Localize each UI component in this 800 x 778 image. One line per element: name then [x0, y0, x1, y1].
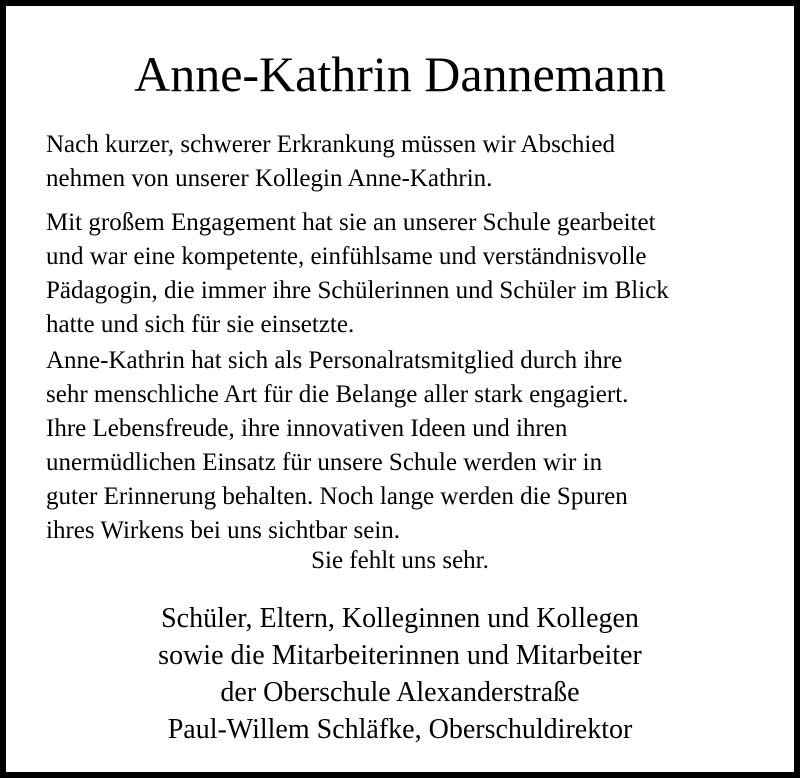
- text-line: Pädagogin, die immer ihre Schülerinnen und Schüler im Blick: [46, 277, 669, 304]
- signature-line: sowie die Mitarbeiterinnen und Mitarbeiter: [158, 640, 642, 671]
- signature-line: Paul-Willem Schläfke, Oberschuldirektor: [167, 714, 633, 745]
- text-line: hatte und sich für sie einsetzte.: [46, 311, 355, 338]
- signature-block: [6, 600, 794, 748]
- text-line: sehr menschliche Art für die Belange aller stark engagiert.: [46, 381, 629, 408]
- closing-line: Sie fehlt uns sehr.: [311, 547, 489, 574]
- text-line: nehmen von unserer Kollegin Anne-Kathrin.: [46, 165, 493, 192]
- text-line: unermüdlichen Einsatz für unsere Schule werden wir in: [46, 449, 603, 476]
- paragraph-engagement: [46, 206, 786, 342]
- text-line: ihres Wirkens bei uns sichtbar sein.: [46, 517, 401, 544]
- paragraph-remembrance: [46, 344, 786, 548]
- text-line: Anne-Kathrin hat sich als Personalratsmitglied durch ihre: [46, 347, 623, 374]
- text-line: guter Erinnerung behalten. Noch lange werden die Spuren: [46, 483, 628, 510]
- text-line: Mit großem Engagement hat sie an unserer Schule gearbeitet: [46, 209, 656, 236]
- text-line: Nach kurzer, schwerer Erkrankung müssen wir Abschied: [46, 131, 615, 158]
- paragraph-announcement: [46, 128, 786, 196]
- deceased-name-title: Anne-Kathrin Dannemann: [134, 46, 666, 102]
- text-line: und war eine kompetente, einfühlsame und verständnisvolle: [46, 243, 647, 270]
- signature-line: der Oberschule Alexanderstraße: [220, 677, 580, 708]
- text-line: Ihre Lebensfreude, ihre innovativen Ideen und ihren: [46, 415, 568, 442]
- signature-line: Schüler, Eltern, Kolleginnen und Kollegen: [161, 603, 639, 634]
